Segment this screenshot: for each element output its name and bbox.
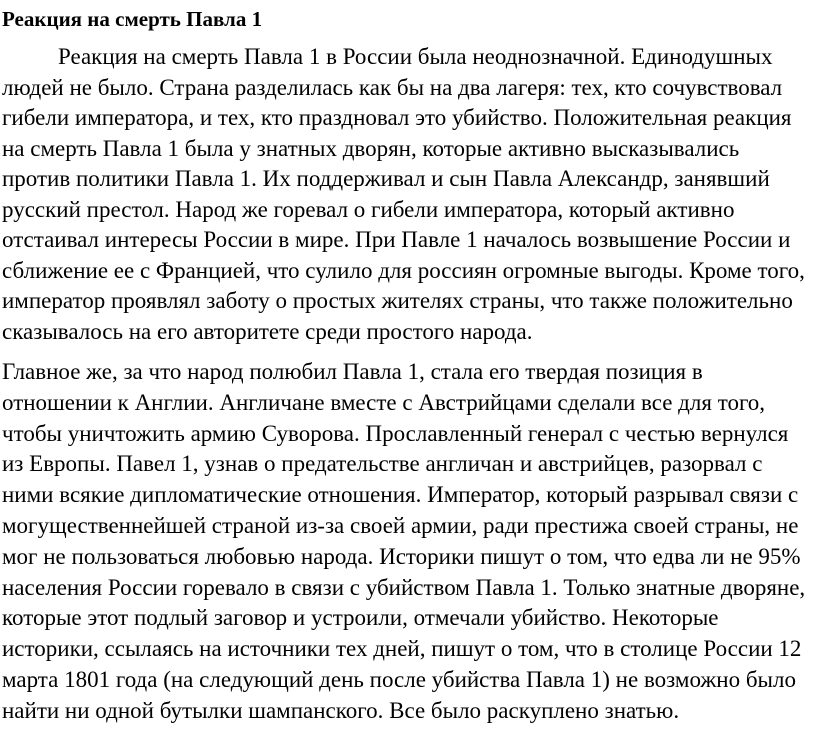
document-title: Реакция на смерть Павла 1 <box>2 7 263 31</box>
paragraph-reaction: Реакция на смерть Павла 1 в России была неоднозначной. Единодушных людей не было. Страна разделилась как бы на два лагеря: тех, кто сочувствовал гибели императора, и тех, кто праздновал это убийство. Положительная реакция на смерть Павла 1 была у знатных дворян, которые активно высказывались против политики Павла 1. Их поддерживал и сын Павла Александр, занявший русский престол. Народ же горевал о гибели императора, который активно отстаивал интересы России в мире. При Павле 1 началось возвышение России и сближение ее с Францией, что сулило для россиян огромные выгоды. Кроме того, император проявлял заботу о простых жителях страны, что также положительно сказывалось на его авторитете среди простого народа. <box>2 44 805 344</box>
paragraph-england: Главное же, за что народ полюбил Павла 1, стала его твердая позиция в отношении к Англии. Англичане вместе с Австрийцами сделали все для того, чтобы уничтожить армию Суворова. Прославленный генерал с честью вернулся из Европы. Павел 1, узнав о предательстве англичан и австрийцев, разорвал с ними всякие дипломатические отношения. Император, который разрывал связи с могущественнейшей страной из-за своей армии, ради престижа своей страны, не мог не пользоваться любовью народа. Историки пишут о том, что едва ли не 95% населения России горевало в связи с убийством Павла 1. Только знатные дворяне, которые этот подлый заговор и устроили, отмечали убийство. Некоторые историки, ссылаясь на источники тех дней, пишут о том, что в столице России 12 марта 1801 года (на следующий день после убийства Павла 1) не возможно было найти ни одной бутылки шампанского. Все было раскуплено знатью. <box>2 359 806 723</box>
